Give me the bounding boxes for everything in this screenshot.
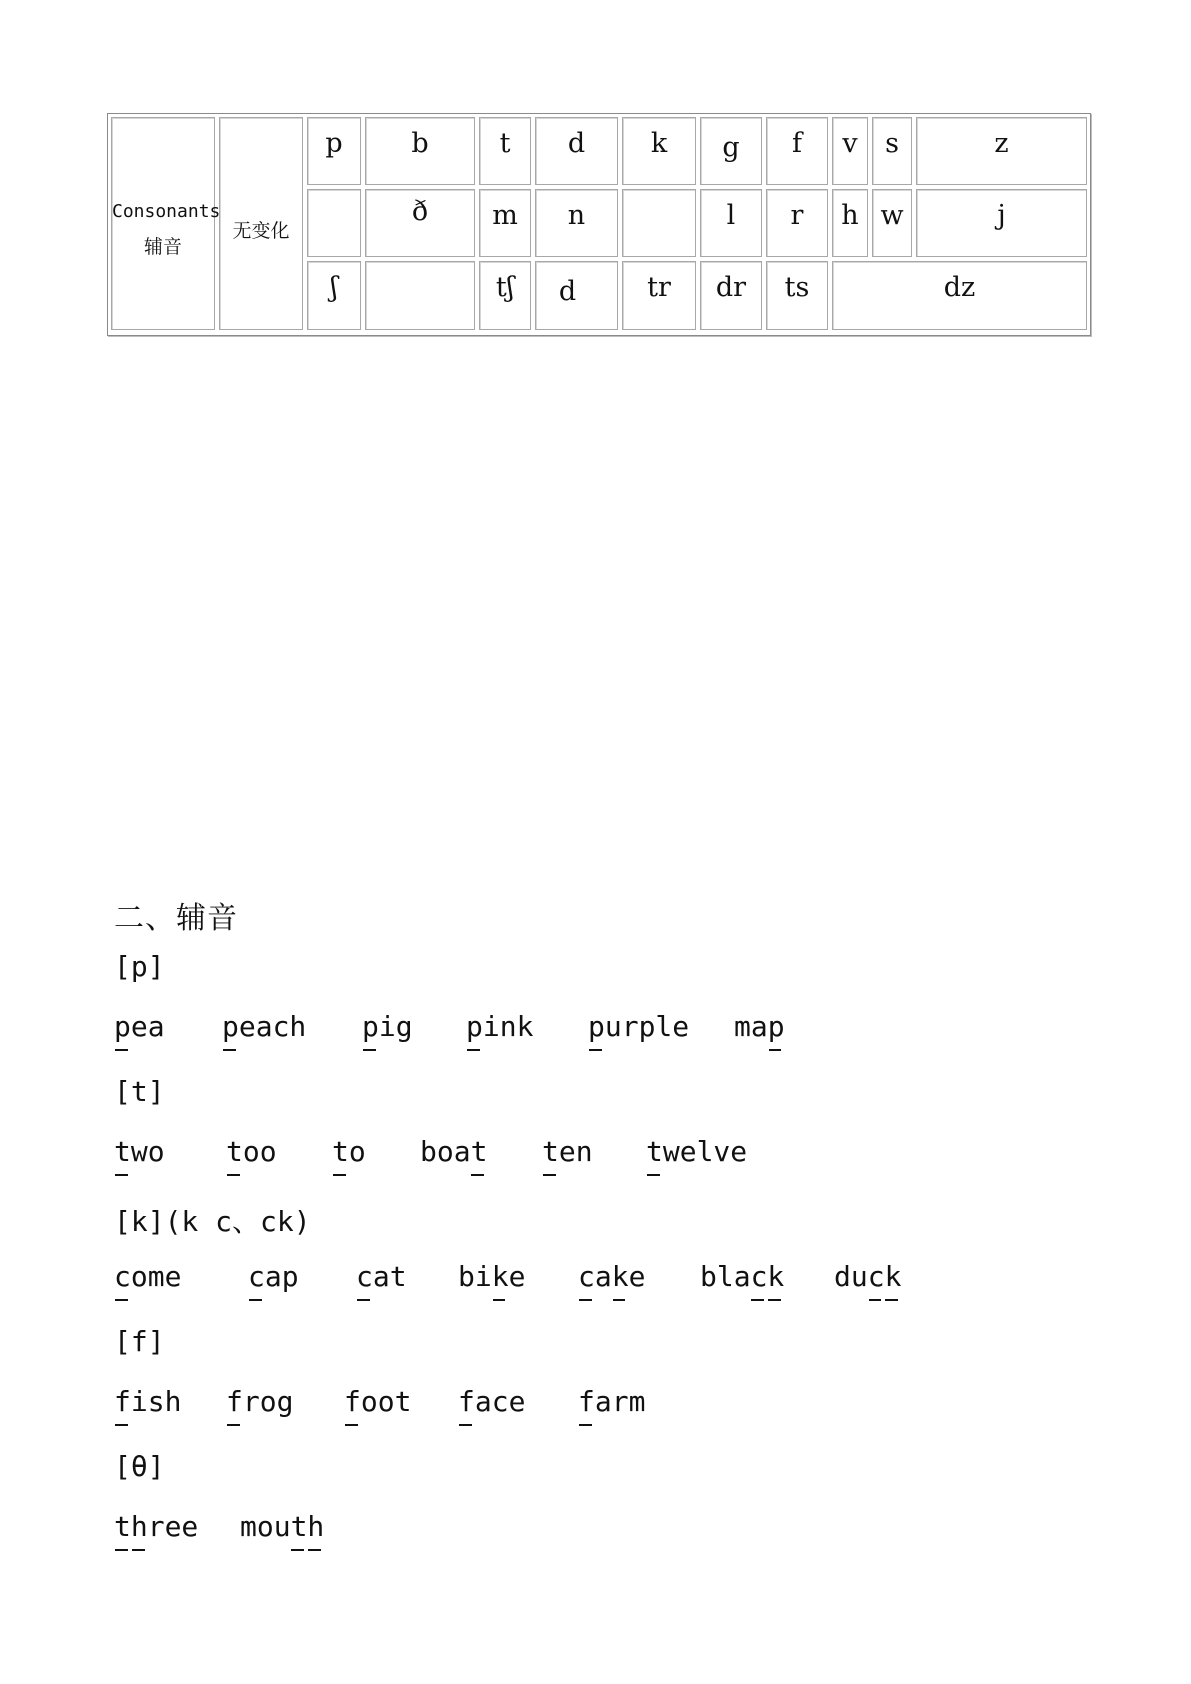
letter-underline	[751, 1299, 764, 1301]
phoneme-cell	[766, 261, 828, 330]
phoneme-symbol: m	[492, 200, 518, 231]
phoneme-cell	[622, 189, 696, 257]
phoneme-cell	[832, 261, 1087, 330]
letter-underline	[589, 1049, 602, 1051]
phoneme-cell	[766, 189, 828, 257]
phoneme-symbol: p	[325, 128, 343, 159]
phoneme-cell	[622, 261, 696, 330]
letter-underline	[769, 1049, 782, 1051]
letter-underline	[223, 1049, 236, 1051]
phoneme-label: [k](k c、ck)	[114, 1205, 311, 1238]
example-word: farm	[578, 1385, 646, 1418]
phoneme-symbol: d	[567, 128, 586, 159]
example-word: cat	[356, 1260, 407, 1293]
example-word: face	[458, 1385, 526, 1418]
letter-underline	[613, 1299, 626, 1301]
letter-underline	[115, 1299, 128, 1301]
phoneme-symbol: j	[997, 200, 1006, 231]
letter-underline	[115, 1049, 128, 1051]
phoneme-cell	[872, 117, 912, 185]
category-label-cn: 辅音	[143, 236, 182, 258]
example-word: cap	[248, 1260, 299, 1293]
phoneme-symbol: r	[790, 200, 804, 231]
example-words-row	[114, 1260, 1014, 1304]
example-word: boat	[420, 1135, 488, 1168]
example-word: purple	[588, 1010, 690, 1043]
example-word: mouth	[240, 1510, 325, 1543]
example-word: peach	[222, 1010, 307, 1043]
letter-underline	[493, 1299, 506, 1301]
phoneme-cell	[700, 189, 762, 257]
phoneme-cell	[307, 261, 361, 330]
phoneme-cell	[365, 117, 475, 185]
phoneme-cell	[766, 117, 828, 185]
letter-underline	[363, 1049, 376, 1051]
example-word: pig	[362, 1010, 413, 1043]
example-word: two	[114, 1135, 165, 1168]
example-word: map	[734, 1010, 785, 1043]
example-word: come	[114, 1260, 182, 1293]
letter-underline	[115, 1549, 128, 1551]
phoneme-symbol: ð	[411, 196, 429, 227]
phoneme-cell	[535, 117, 618, 185]
example-words-row	[114, 1510, 1014, 1554]
phoneme-symbol: t	[499, 128, 511, 159]
letter-underline	[579, 1424, 592, 1426]
letter-underline	[115, 1424, 128, 1426]
letter-underline	[249, 1299, 262, 1301]
letter-underline	[885, 1299, 898, 1301]
subcategory-cell	[219, 117, 303, 330]
example-word: duck	[834, 1260, 902, 1293]
letter-underline	[768, 1299, 781, 1301]
phoneme-symbol: k	[650, 128, 668, 159]
letter-underline	[132, 1549, 145, 1551]
category-label: Consonants	[112, 201, 221, 222]
example-word: ten	[542, 1135, 593, 1168]
phoneme-symbol: dr	[715, 272, 747, 303]
phoneme-cell	[622, 117, 696, 185]
letter-underline	[227, 1174, 240, 1176]
example-word: foot	[344, 1385, 412, 1418]
phoneme-symbol: dz	[943, 272, 976, 303]
example-word: frog	[226, 1385, 294, 1418]
example-word: three	[114, 1510, 199, 1543]
phoneme-symbol: w	[880, 200, 904, 231]
phoneme-symbol: ʃ	[330, 272, 338, 303]
letter-underline	[345, 1424, 358, 1426]
section-heading: 二、辅音	[114, 901, 238, 936]
letter-underline	[357, 1299, 370, 1301]
phoneme-cell	[916, 117, 1087, 185]
phoneme-cell	[832, 117, 868, 185]
example-word: bike	[458, 1260, 526, 1293]
phoneme-symbol: s	[885, 128, 899, 159]
phoneme-cell	[916, 189, 1087, 257]
letter-underline	[647, 1174, 660, 1176]
letter-underline	[308, 1549, 321, 1551]
phoneme-cell	[700, 117, 762, 185]
phoneme-symbol: f	[792, 128, 802, 159]
example-word: twelve	[646, 1135, 748, 1168]
example-words-row	[114, 1385, 1014, 1429]
letter-underline	[467, 1049, 480, 1051]
consonant-table	[107, 113, 1091, 336]
letter-underline	[543, 1174, 556, 1176]
phoneme-cell	[535, 189, 618, 257]
phoneme-symbol: h	[841, 200, 859, 231]
phoneme-cell	[479, 189, 531, 257]
phoneme-label: [t]	[114, 1075, 165, 1108]
phoneme-symbol: l	[726, 200, 736, 231]
phoneme-cell	[307, 117, 361, 185]
phoneme-symbol: tʃ	[495, 272, 515, 303]
phoneme-symbol: v	[842, 128, 858, 159]
subcategory-label: 无变化	[232, 220, 290, 242]
example-word: cake	[578, 1260, 646, 1293]
example-words-row	[114, 1135, 1014, 1179]
phoneme-symbol: b	[411, 128, 429, 159]
letter-underline	[579, 1299, 592, 1301]
phoneme-cell	[365, 189, 475, 257]
phoneme-cell	[479, 117, 531, 185]
phoneme-cell	[872, 189, 912, 257]
phoneme-symbol: g	[722, 132, 740, 163]
example-word: black	[700, 1260, 785, 1293]
phoneme-symbol: z	[994, 128, 1009, 159]
letter-underline	[459, 1424, 472, 1426]
phoneme-cell	[700, 261, 762, 330]
phoneme-label: [f]	[114, 1325, 165, 1358]
phoneme-cell	[832, 189, 868, 257]
example-words-row	[114, 1010, 1014, 1054]
letter-underline	[471, 1174, 484, 1176]
letter-underline	[333, 1174, 346, 1176]
example-word: to	[332, 1135, 366, 1168]
phoneme-symbol: n	[567, 200, 586, 231]
letter-underline	[115, 1174, 128, 1176]
phoneme-symbol: tr	[647, 272, 671, 303]
letter-underline	[869, 1299, 882, 1301]
example-word: pink	[466, 1010, 534, 1043]
phoneme-cell	[365, 261, 475, 330]
example-word: fish	[114, 1385, 182, 1418]
phoneme-cell	[535, 261, 618, 330]
phoneme-symbol: ts	[784, 272, 810, 303]
example-word: pea	[114, 1010, 165, 1043]
example-word: too	[226, 1135, 277, 1168]
phoneme-label: [θ]	[114, 1450, 165, 1483]
phoneme-label: [p]	[114, 950, 165, 983]
phoneme-cell	[307, 189, 361, 257]
letter-underline	[291, 1549, 304, 1551]
letter-underline	[227, 1424, 240, 1426]
phoneme-symbol: d	[558, 276, 577, 307]
category-cell	[111, 117, 221, 330]
